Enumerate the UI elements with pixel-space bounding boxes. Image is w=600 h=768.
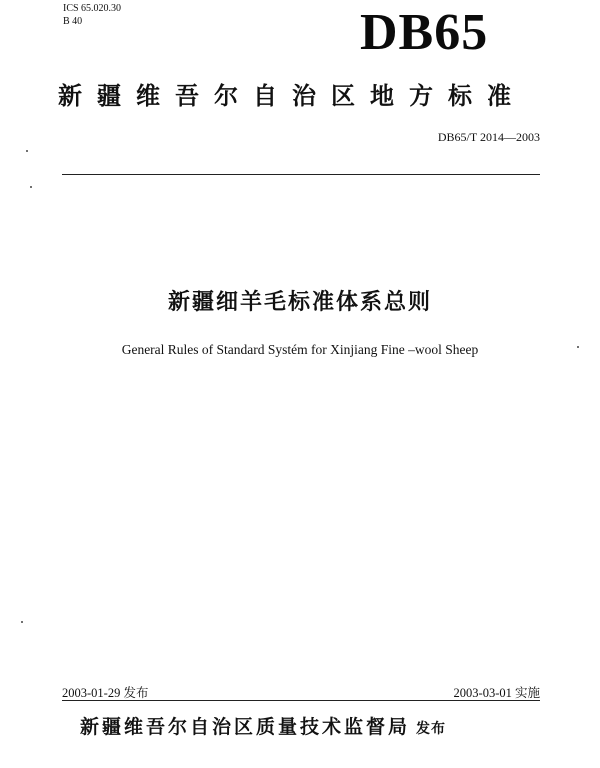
publisher xyxy=(80,712,550,739)
document-title-cn: 新疆细羊毛标准体系总则 xyxy=(167,290,432,315)
document-number: DB65/T 2014—2003 xyxy=(437,130,540,144)
document-title-en: General Rules of Standard Systém for Xinjiang Fine –wool Sheep xyxy=(121,342,479,357)
scan-speck xyxy=(21,621,23,623)
organization-title: 新疆维吾尔自治区地方标准 xyxy=(58,82,526,110)
scan-speck xyxy=(577,346,579,348)
scan-speck xyxy=(30,186,32,188)
implementation-date: 2003-03-01 实施 xyxy=(453,686,540,700)
publisher-name: 新疆维吾尔自治区质量技术监督局 xyxy=(80,716,411,738)
scan-speck xyxy=(26,150,28,152)
top-divider xyxy=(62,174,540,175)
issue-date: 2003-01-29 发布 xyxy=(62,686,149,700)
classification-code: B 40 xyxy=(63,16,83,27)
bottom-divider xyxy=(62,700,540,701)
ics-code: ICS 65.020.30 xyxy=(63,3,122,14)
standard-logo: DB65 xyxy=(360,4,489,61)
publisher-suffix: 发布 xyxy=(416,721,447,737)
